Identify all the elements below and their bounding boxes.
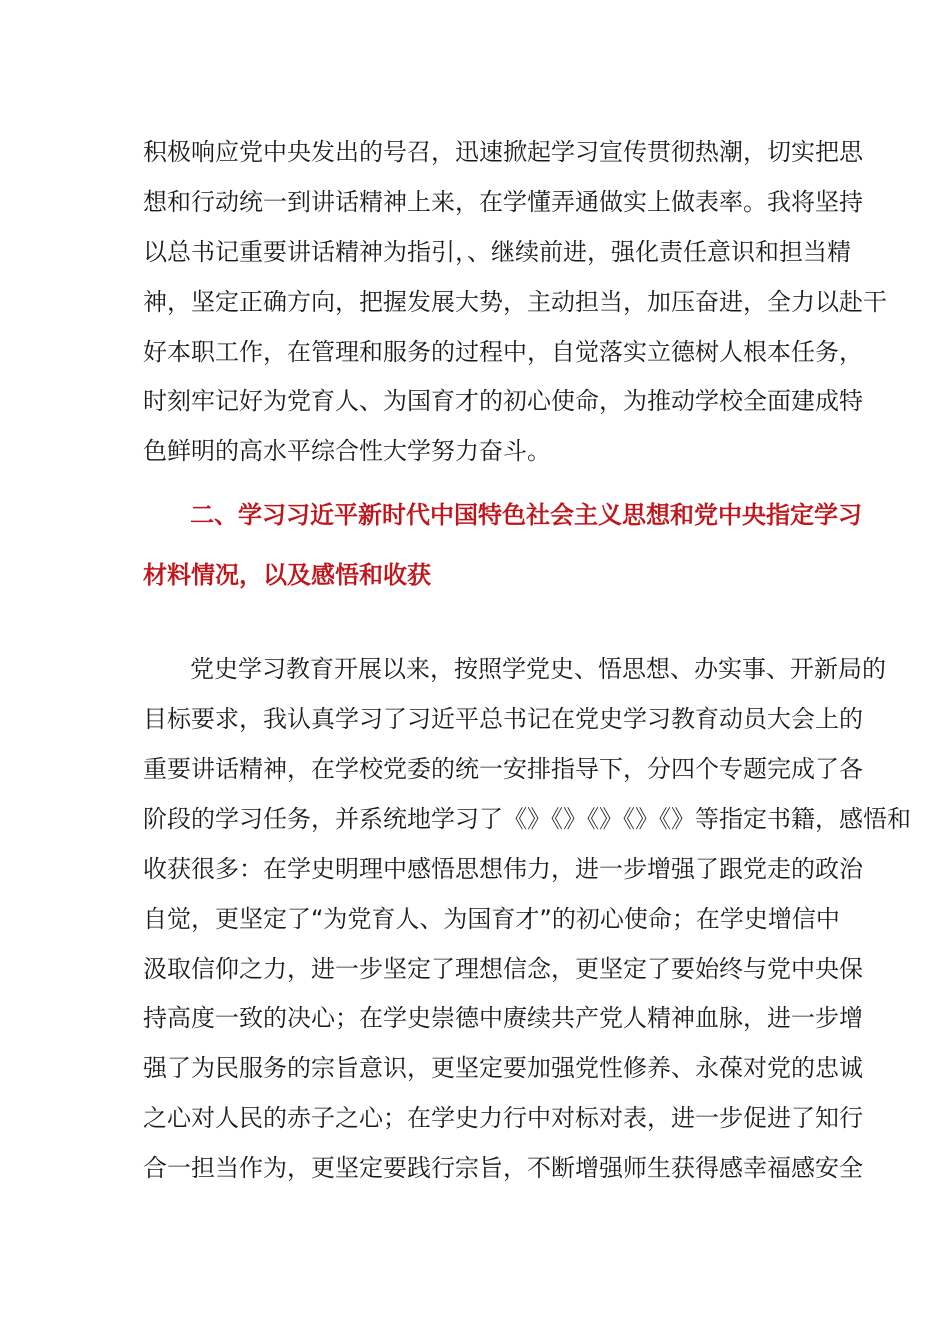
paragraph-line: 色鲜明的高水平综合性大学努力奋斗。	[143, 437, 551, 465]
paragraph-line: 自觉，更坚定了“为党育人、为国育才”的初心使命；在学史增信中	[143, 905, 840, 933]
paragraph-line: 强了为民服务的宗旨意识，更坚定要加强党性修养、永葆对党的忠诚	[143, 1054, 863, 1082]
paragraph-line: 党史学习教育开展以来，按照学党史、悟思想、办实事、开新局的	[190, 655, 886, 683]
paragraph-line: 目标要求，我认真学习了习近平总书记在党史学习教育动员大会上的	[143, 705, 863, 733]
paragraph-line: 之心对人民的赤子之心；在学史力行中对标对表，进一步促进了知行	[143, 1104, 863, 1132]
section-heading-line: 材料情况，以及感悟和收获	[143, 561, 431, 589]
paragraph-line: 合一担当作为，更坚定要践行宗旨，不断增强师生获得感幸福感安全	[143, 1154, 863, 1182]
paragraph-line: 汲取信仰之力，进一步坚定了理想信念，更坚定了要始终与党中央保	[143, 955, 863, 983]
paragraph-line: 持高度一致的决心；在学史崇德中赓续共产党人精神血脉，进一步增	[143, 1004, 863, 1032]
paragraph-line: 想和行动统一到讲话精神上来，在学懂弄通做实上做表率。我将坚持	[143, 188, 863, 216]
paragraph-line: 重要讲话精神，在学校党委的统一安排指导下，分四个专题完成了各	[143, 755, 863, 783]
paragraph-line: 积极响应党中央发出的号召，迅速掀起学习宣传贯彻热潮，切实把思	[143, 138, 863, 166]
paragraph-line: 好本职工作，在管理和服务的过程中，自觉落实立德树人根本任务，	[143, 338, 863, 366]
paragraph-line: 以总书记重要讲话精神为指引，、继续前进，强化责任意识和担当精	[143, 238, 851, 266]
paragraph-line: 时刻牢记好为党育人、为国育才的初心使命，为推动学校全面建成特	[143, 387, 863, 415]
paragraph-line: 神，坚定正确方向，把握发展大势，主动担当，加压奋进，全力以赴干	[143, 288, 887, 316]
paragraph-line: 收获很多：在学史明理中感悟思想伟力，进一步增强了跟党走的政治	[143, 855, 863, 883]
section-heading-line: 二、学习习近平新时代中国特色社会主义思想和党中央指定学习	[190, 501, 862, 529]
paragraph-line: 阶段的学习任务，并系统地学习了《》《》《》《》《》等指定书籍，感悟和	[143, 805, 911, 833]
